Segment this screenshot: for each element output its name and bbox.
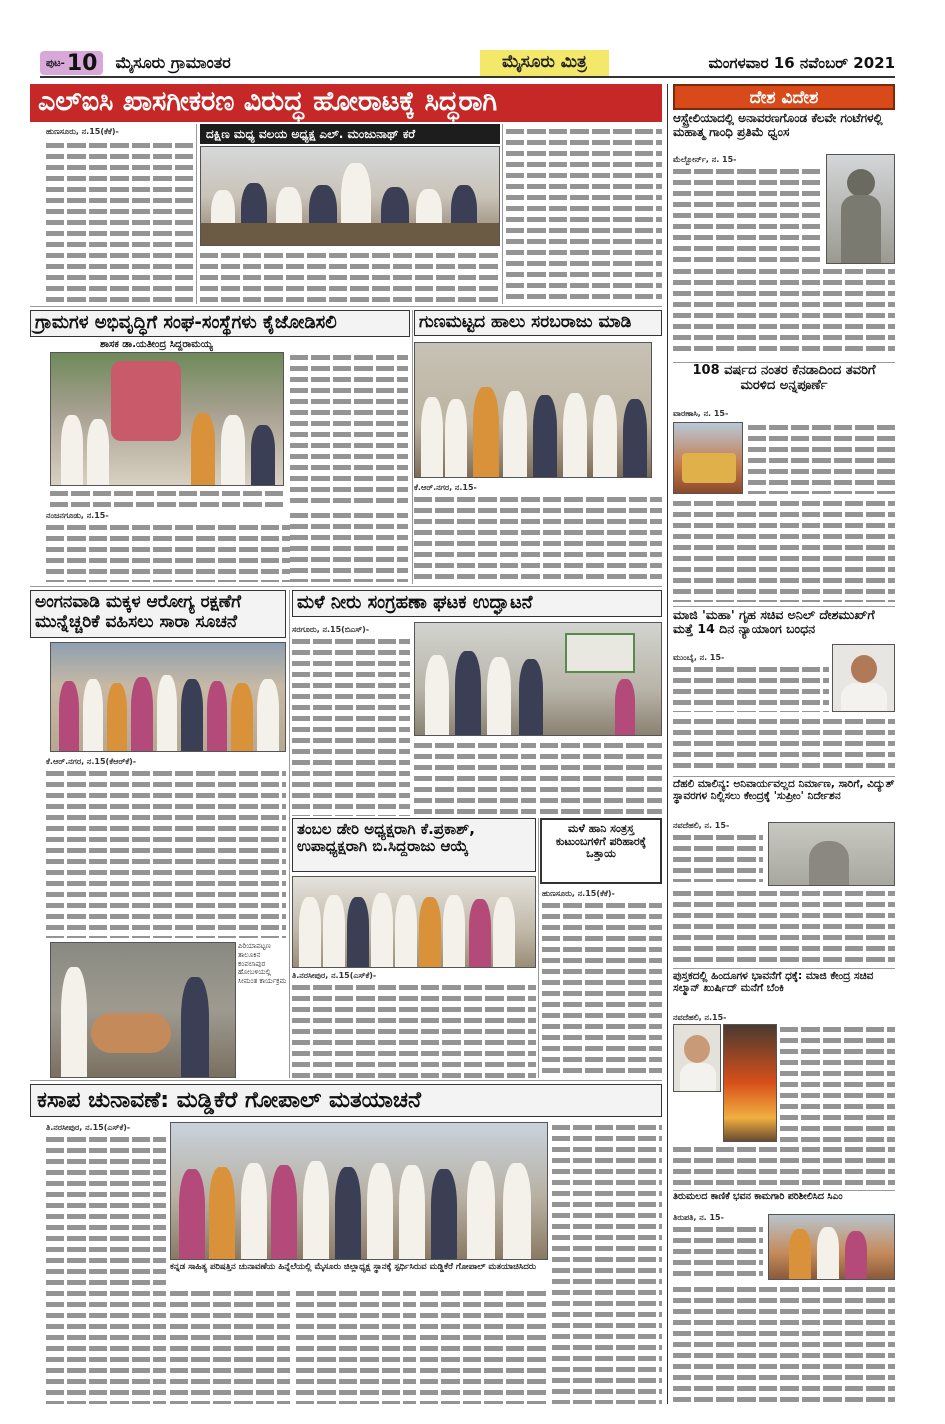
main-photo-caption bbox=[200, 124, 500, 144]
main-body-photo-under bbox=[200, 250, 500, 302]
sidebar-story-delhi-pollution bbox=[673, 778, 895, 818]
story9-photo-caption: ಕನ್ನಡ ಸಾಹಿತ್ಯ ಪರಿಷತ್ತಿನ ಚುನಾವಣೆಯ ಹಿನ್ನೆಲೆಯಲ್ಲಿ ಮೈಸೂರು ಜಿಲ್ಲಾಧ್ಯಕ್ಷ ಸ್ಥಾನಕ್ಕೆ ಸ್ಪರ್ಧಿಸಿರುವ ಮಡ್ಡಿಕೆರೆ ಗೋಪಾಲ್ ಮತಯಾಚಿಸಿದರು bbox=[170, 1262, 537, 1272]
sidebar-s1-body-2 bbox=[673, 266, 895, 356]
story2-photo bbox=[50, 352, 284, 486]
sidebar-s3-body bbox=[673, 664, 829, 712]
story9-headline: ಕಸಾಪ ಚುನಾವಣೆ: ಮಡ್ಡಿಕೆರೆ ಗೋಪಾಲ್ ಮತಯಾಚನೆ bbox=[30, 1084, 662, 1117]
sidebar-s2-dateline: ವಾರಣಾಸಿ, ನ. 15- bbox=[673, 409, 729, 418]
story9-dateline: ತಿ.ನರಸೀಪುರ, ನ.15(ಎಸ್‌ಕೆ)- bbox=[46, 1123, 131, 1132]
page-number-tag bbox=[40, 51, 103, 75]
story6-dateline: ತಿ.ನರಸೀಪುರ, ನ.15(ಎಸ್‌ಕೆ)- bbox=[292, 971, 377, 980]
page-label: ಪುಟ- bbox=[46, 57, 65, 69]
sidebar-s1-headline: ಆಸ್ಟ್ರೇಲಿಯಾದಲ್ಲಿ ಅನಾವರಣಗೊಂಡ ಕೆಲವೇ ಗಂಟೆಗಳಲ್ಲಿ ಮಹಾತ್ಮ ಗಾಂಧಿ ಪ್ರತಿಮೆ ಧ್ವಂಸ bbox=[673, 112, 883, 139]
story2-body bbox=[46, 522, 290, 582]
newspaper-brand: ಮೈಸೂರು ಮಿತ್ರ bbox=[480, 50, 609, 76]
story2-headline: ಗ್ರಾಮಗಳ ಅಭಿವೃದ್ಧಿಗೆ ಸಂಘ-ಸಂಸ್ಥೆಗಳು ಕೈಜೋಡಿಸಲಿ bbox=[30, 310, 410, 337]
sidebar-story-gandhi bbox=[673, 112, 895, 150]
story-rain-damage bbox=[540, 818, 662, 884]
story4-body bbox=[46, 768, 286, 938]
story-dairy-election bbox=[292, 818, 536, 874]
story8-photo-caption: ಪಿರಿಯಾಪಟ್ಟಣ ತಾಲೂಕಿನ ಕಂಪಲಾಪುರ ಹೋಬಳಿಯಲ್ಲಿ ಸೀಮಂತ ಕಾರ್ಯಕ್ರಮ bbox=[238, 942, 287, 985]
story5-photo bbox=[414, 622, 662, 736]
section-name: ಮೈಸೂರು ಗ್ರಾಮಾಂತರ bbox=[115, 53, 231, 72]
story5-headline: ಮಳೆ ನೀರು ಸಂಗ್ರಹಣಾ ಘಟಕ ಉದ್ಘಾಟನೆ bbox=[292, 590, 662, 617]
sidebar-s4-headline: ದೆಹಲಿ ಮಾಲಿನ್ಯ: ಅನಿವಾರ್ಯವಲ್ಲದ ನಿರ್ಮಾಣ, ಸಾರಿಗೆ, ವಿದ್ಯುತ್ ಸ್ಥಾವರಗಳ ನಿಲ್ಲಿಸಲು ಕೇಂದ್ರಕ್ಕೆ 'ಸುಪ್ರೀಂ' ನಿರ್ದೇಶನ bbox=[673, 778, 895, 803]
main-dateline: ಹುಣಸೂರು, ನ.15(ಕೆಕೆ)- bbox=[46, 127, 119, 136]
main-headline: ಎಲ್ಐಸಿ ಖಾಸಗೀಕರಣ ವಿರುದ್ಧ ಹೋರಾಟಕ್ಕೆ ಸಿದ್ಧರಾಗಿ bbox=[38, 86, 498, 117]
sidebar-s5-headline: ಪುಸ್ತಕದಲ್ಲಿ ಹಿಂದೂಗಳ ಭಾವನೆಗೆ ಧಕ್ಕೆ: ಮಾಜಿ ಕೇಂದ್ರ ಸಚಿವ ಸಲ್ಮಾನ್ ಖುರ್ಷಿದ್ ಮನೆಗೆ ಬೆಂಕಿ bbox=[673, 970, 874, 995]
deshmukh-photo bbox=[832, 644, 895, 712]
sidebar-s6-headline: ತಿರುಮಲದ ಕಾಣಿಕೆ ಭವನ ಕಾಮಗಾರಿ ಪರಿಶೀಲಿಸಿದ ಸಿಎಂ bbox=[673, 1192, 843, 1202]
story2-body-col2 bbox=[290, 510, 408, 582]
sidebar-s4-body-2 bbox=[673, 888, 895, 966]
sidebar-s3-dateline: ಮುಂಬೈ, ನ. 15- bbox=[673, 653, 725, 662]
sidebar-s6-body bbox=[673, 1224, 763, 1280]
story5-body-col3 bbox=[540, 740, 662, 816]
house-fire-photo bbox=[723, 1024, 777, 1142]
sidebar-story-khurshid bbox=[673, 970, 895, 1010]
gandhi-statue-photo bbox=[826, 154, 895, 264]
story-anganwadi-health bbox=[30, 590, 286, 640]
story4-dateline: ಕೆ.ಆರ್.ನಗರ, ನ.15(ಕೆಆರ್‌ಕೆ)- bbox=[46, 757, 137, 766]
story9-body-col5 bbox=[552, 1122, 662, 1404]
sidebar-s5-dateline: ನವದೆಹಲಿ, ನ.15- bbox=[673, 1013, 727, 1022]
story9-photo bbox=[170, 1122, 548, 1260]
story9-body-col4 bbox=[420, 1288, 548, 1404]
issue-date: ಮಂಗಳವಾರ 16 ನವೆಂಬರ್ 2021 bbox=[708, 54, 895, 72]
sidebar-story-deshmukh bbox=[673, 608, 895, 648]
annapoorna-photo bbox=[673, 422, 743, 494]
story6-photo bbox=[292, 876, 536, 968]
story2-dateline: ನಂಜನಗೂಡು, ನ.15- bbox=[46, 511, 109, 520]
sidebar-s5-body-2 bbox=[673, 1144, 895, 1188]
story-kasapa-election bbox=[30, 1084, 662, 1118]
main-headline-banner bbox=[30, 84, 662, 122]
sidebar-s2-body bbox=[748, 422, 895, 494]
sidebar-s5-body bbox=[780, 1024, 895, 1142]
story-rainwater-unit bbox=[292, 590, 662, 620]
story-quality-milk bbox=[414, 310, 662, 340]
story5-dateline: ಸರಗೂರು, ನ.15(ಬಿಎಸ್)- bbox=[292, 625, 370, 634]
tirumala-photo bbox=[768, 1214, 895, 1280]
story4-photo bbox=[50, 642, 286, 752]
story7-body bbox=[542, 900, 662, 1078]
story5-body-col1 bbox=[292, 636, 410, 816]
sidebar-s6-dateline: ತಿರುಪತಿ, ನ. 15- bbox=[673, 1213, 724, 1222]
khurshid-photo bbox=[673, 1024, 721, 1092]
sidebar-story-annapoorna bbox=[673, 364, 895, 404]
sidebar-s6-body-2 bbox=[673, 1284, 895, 1404]
main-photo bbox=[200, 146, 500, 246]
story3-photo bbox=[414, 342, 652, 478]
sidebar-s3-body-2 bbox=[673, 716, 895, 772]
sidebar-s1-body bbox=[673, 166, 823, 262]
story6-headline: ತಂಬಲ ಡೇರಿ ಅಧ್ಯಕ್ಷರಾಗಿ ಕೆ.ಪ್ರಕಾಶ್, ಉಪಾಧ್ಯಕ್ಷರಾಗಿ ಬಿ.ಸಿದ್ದರಾಜು ಆಯ್ಕೆ bbox=[292, 818, 536, 872]
story2-photo-caption bbox=[50, 488, 284, 508]
sidebar-s2-headline: 108 ವರ್ಷದ ನಂತರ ಕೆನಡಾದಿಂದ ತವರಿಗೆ ಮರಳಿದ ಅನ್ನಪೂರ್ಣೆ bbox=[692, 364, 876, 393]
main-caption-text: ದಕ್ಷಿಣ ಮಧ್ಯ ವಲಯ ಅಧ್ಯಕ್ಷ ಎಲ್. ಮಂಜುನಾಥ್ ಕರೆ bbox=[206, 127, 416, 141]
sidebar-story-tirumala bbox=[673, 1192, 895, 1212]
masthead bbox=[40, 50, 895, 78]
main-body-col3 bbox=[506, 126, 662, 302]
story3-dateline: ಕೆ.ಆರ್.ನಗರ, ನ.15- bbox=[414, 483, 477, 492]
story7-headline: ಮಳೆ ಹಾನಿ ಸಂತ್ರಸ್ತ ಕುಟುಂಬಗಳಿಗೆ ಪರಿಹಾರಕ್ಕೆ ಒತ್ತಾಯ bbox=[555, 822, 647, 861]
page-number: 10 bbox=[66, 50, 98, 76]
story2-subhead: ಶಾಸಕ ಡಾ.ಯತೀಂದ್ರ ಸಿದ್ದರಾಮಯ್ಯ bbox=[100, 338, 213, 350]
story4-headline: ಅಂಗನವಾಡಿ ಮಕ್ಕಳ ಆರೋಗ್ಯ ರಕ್ಷಣೆಗೆ ಮುನ್ನೆಚ್ಚರಿಕೆ ವಹಿಸಲು ಸಾರಾ ಸೂಚನೆ bbox=[30, 590, 286, 638]
story2-body-side bbox=[290, 352, 408, 508]
story7-dateline: ಹುಣಸೂರು, ನ.15(ಕೆಕೆ)- bbox=[542, 889, 615, 898]
sidebar-s4-body bbox=[673, 832, 763, 882]
sidebar-section-title bbox=[673, 84, 895, 110]
story9-body-col2 bbox=[170, 1288, 290, 1404]
sidebar-s4-dateline: ನವದೆಹಲಿ, ನ. 15- bbox=[673, 821, 730, 830]
story5-body-col2 bbox=[414, 740, 536, 816]
sidebar-title-text: ದೇಶ ವಿದೇಶ bbox=[749, 88, 819, 108]
delhi-smog-photo bbox=[768, 822, 895, 886]
story3-headline: ಗುಣಮಟ್ಟದ ಹಾಲು ಸರಬರಾಜು ಮಾಡಿ bbox=[414, 310, 662, 336]
story3-body bbox=[414, 494, 662, 582]
story9-body-col1 bbox=[46, 1134, 166, 1404]
story8-photo bbox=[50, 942, 236, 1078]
story9-body-col3 bbox=[296, 1288, 416, 1404]
sidebar-s3-headline: ಮಾಜಿ 'ಮಹಾ' ಗೃಹ ಸಚಿವ ಅನಿಲ್ ದೇಶಮುಖ್‌ಗೆ ಮತ್ತೆ 14 ದಿನ ನ್ಯಾಯಾಂಗ ಬಂಧನ bbox=[673, 608, 875, 637]
sidebar-s1-dateline: ಮೆಲ್ಬೋರ್ನ್, ನ. 15- bbox=[673, 155, 737, 164]
sidebar-s2-body-2 bbox=[673, 498, 895, 602]
story6-body bbox=[292, 982, 536, 1078]
main-body-col1 bbox=[46, 140, 194, 302]
